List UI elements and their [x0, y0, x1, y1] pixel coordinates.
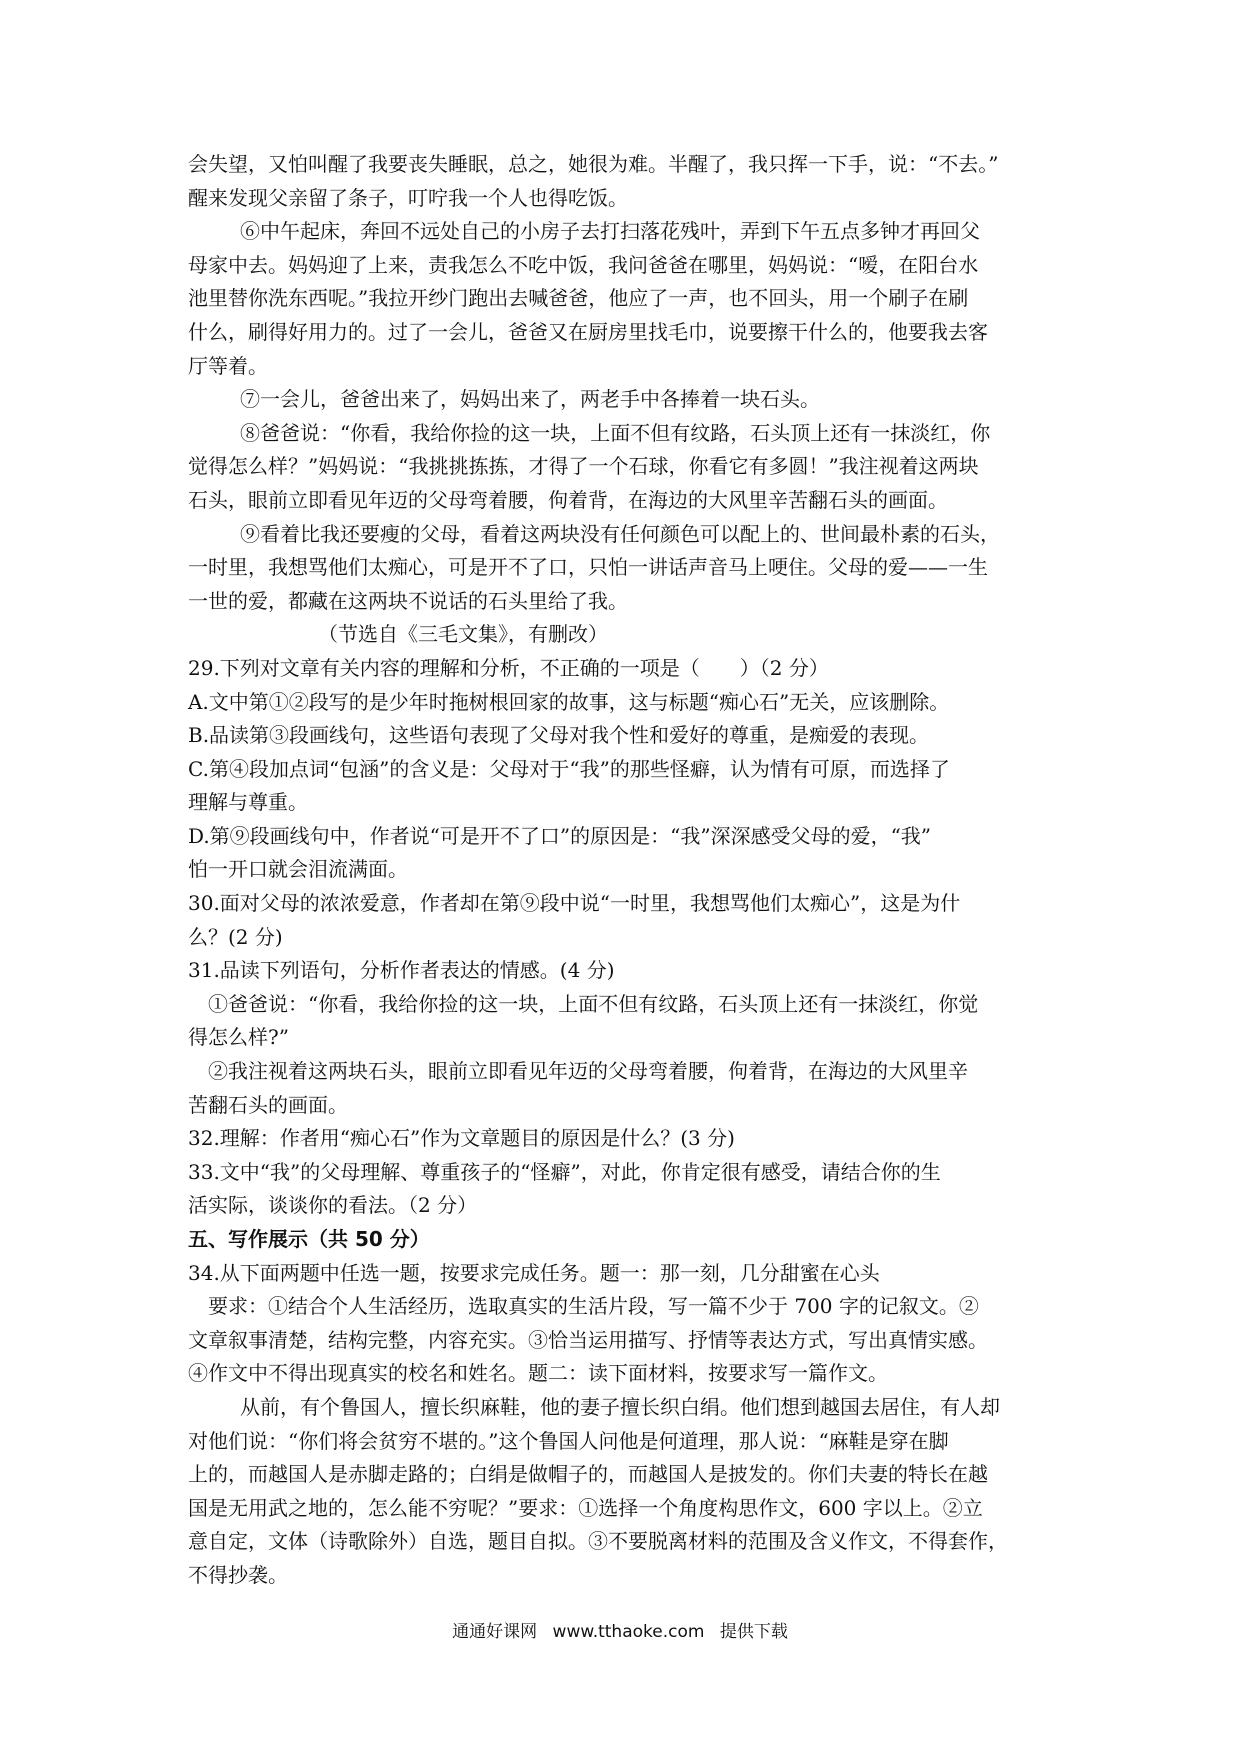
page-footer — [0, 1617, 1240, 1642]
text-line: 苦翻石头的画面。 — [188, 1092, 348, 1117]
material-paragraph: 从前，有个鲁国人，擅长织麻鞋，他的妻子擅长织白绢。他们想到越国去居住，有人却 — [240, 1394, 1000, 1419]
text-line: 得怎么样?” — [188, 1025, 289, 1050]
text-line: 么？(2 分) — [188, 924, 283, 949]
text-line: 池里替你洗东西呢。”我拉开纱门跑出去喊爸爸，他应了一声，也不回头，用一个刷子在刷 — [188, 286, 969, 311]
question-34: 34.从下面两题中任选一题，按要求完成任务。题一：那一刻，几分甜蜜在心头 — [188, 1260, 880, 1285]
requirements: 要求：①结合个人生活经历，选取真实的生活片段，写一篇不少于 700 字的记叙文。② — [208, 1294, 979, 1319]
text-line: 国是无用武之地的，怎么能不穷呢？”要求：①选择一个角度构思作文，600 字以上。②立 — [188, 1495, 983, 1520]
document-body — [188, 148, 1060, 1593]
question-31: 31.品读下列语句，分析作者表达的情感。(4 分) — [188, 958, 615, 983]
text-line: 对他们说：“你们将会贫穷不堪的。”这个鲁国人问他是何道理，那人说：“麻鞋是穿在脚 — [188, 1428, 949, 1453]
text-line: 醒来发现父亲留了条子，叮咛我一个人也得吃饭。 — [188, 185, 628, 210]
text-line: 活实际，谈谈你的看法。（2 分） — [188, 1193, 478, 1218]
footer-site-name: 通通好课网 — [452, 1622, 538, 1642]
question-29: 29.下列对文章有关内容的理解和分析，不正确的一项是（ ）（2 分） — [188, 655, 829, 680]
text-line: 一时里，我想骂他们太痴心，可是开不了口，只怕一讲话声音马上哽住。父母的爱——一生 — [188, 555, 988, 580]
quote-1: ①爸爸说：“你看，我给你捡的这一块，上面不但有纹路，石头顶上还有一抹淡红，你觉 — [208, 991, 979, 1016]
option-b: B.品读第③段画线句，这些语句表现了父母对我个性和爱好的尊重，是痴爱的表现。 — [188, 723, 930, 748]
option-a: A.文中第①②段写的是少年时拖树根回家的故事，这与标题“痴心石”无关，应该删除。 — [188, 689, 950, 714]
text-line: 石头，眼前立即看见年迈的父母弯着腰，佝着背，在海边的大风里辛苦翻石头的画面。 — [188, 487, 948, 512]
text-line: ④作文中不得出现真实的校名和姓名。题二：读下面材料，按要求写一篇作文。 — [188, 1361, 888, 1386]
text-line: 不得抄袭。 — [188, 1562, 288, 1587]
option-c: C.第④段加点词“包涵”的含义是：父母对于“我”的那些怪癖，认为情有可原，而选择了 — [188, 756, 950, 781]
text-line: 一世的爱，都藏在这两块不说话的石头里给了我。 — [188, 588, 628, 613]
text-line: 理解与尊重。 — [188, 790, 308, 815]
question-30: 30.面对父母的浓浓爱意，作者却在第⑨段中说“一时里，我想骂他们太痴心”，这是为什 — [188, 891, 961, 916]
option-d: D.第⑨段画线句中，作者说“可是开不了口”的原因是：“我”深深感受父母的爱，“我” — [188, 823, 932, 848]
text-line: 怕一开口就会泪流满面。 — [188, 857, 408, 882]
paragraph-8: ⑧爸爸说：“你看，我给你捡的这一块，上面不但有纹路，石头顶上还有一抹淡红，你 — [240, 420, 991, 445]
section-heading-writing: 五、写作展示（共 50 分） — [188, 1227, 430, 1251]
quote-2: ②我注视着这两块石头，眼前立即看见年迈的父母弯着腰，佝着背，在海边的大风里辛 — [208, 1059, 968, 1084]
paragraph-7: ⑦一会儿，爸爸出来了，妈妈出来了，两老手中各捧着一块石头。 — [240, 387, 820, 412]
text-line: 什么，刷得好用力的。过了一会儿，爸爸又在厨房里找毛巾，说要擦干什么的，他要我去客 — [188, 319, 988, 344]
text-line: 会失望，又怕叫醒了我要丧失睡眠，总之，她很为难。半醒了，我只挥一下手，说：“不去。” — [188, 152, 999, 176]
footer-note: 提供下载 — [719, 1622, 788, 1642]
footer-url: www.tthaoke.com — [552, 1622, 705, 1642]
text-line: 母家中去。妈妈迎了上来，责我怎么不吃中饭，我问爸爸在哪里，妈妈说：“嗳，在阳台水 — [188, 252, 979, 277]
text-line: 文章叙事清楚，结构完整，内容充实。③恰当运用描写、抒情等表达方式，写出真情实感。 — [188, 1327, 988, 1352]
text-line: 意自定，文体（诗歌除外）自选，题目自拟。③不要脱离材料的范围及含义作文，不得套作， — [188, 1529, 1008, 1554]
question-33: 33.文中“我”的父母理解、尊重孩子的“怪癖”，对此，你肯定很有感受，请结合你的生 — [188, 1159, 941, 1184]
paragraph-6: ⑥中午起床，奔回不远处自己的小房子去打扫落花残叶，弄到下午五点多钟才再回父 — [240, 219, 980, 244]
text-line: 厅等着。 — [188, 353, 268, 378]
text-line: 觉得怎么样？”妈妈说：“我挑挑拣拣，才得了一个石球，你看它有多圆！”我注视着这两块 — [188, 454, 979, 479]
source-note: （节选自《三毛文集》，有删改） — [318, 622, 608, 647]
text-line: 上的，而越国人是赤脚走路的；白绢是做帽子的，而越国人是披发的。你们夫妻的特长在越 — [188, 1462, 988, 1487]
question-32: 32.理解：作者用“痴心石”作为文章题目的原因是什么？(3 分) — [188, 1126, 735, 1151]
paragraph-9: ⑨看着比我还要瘦的父母，看着这两块没有任何颜色可以配上的、世间最朴素的石头， — [240, 521, 1000, 546]
